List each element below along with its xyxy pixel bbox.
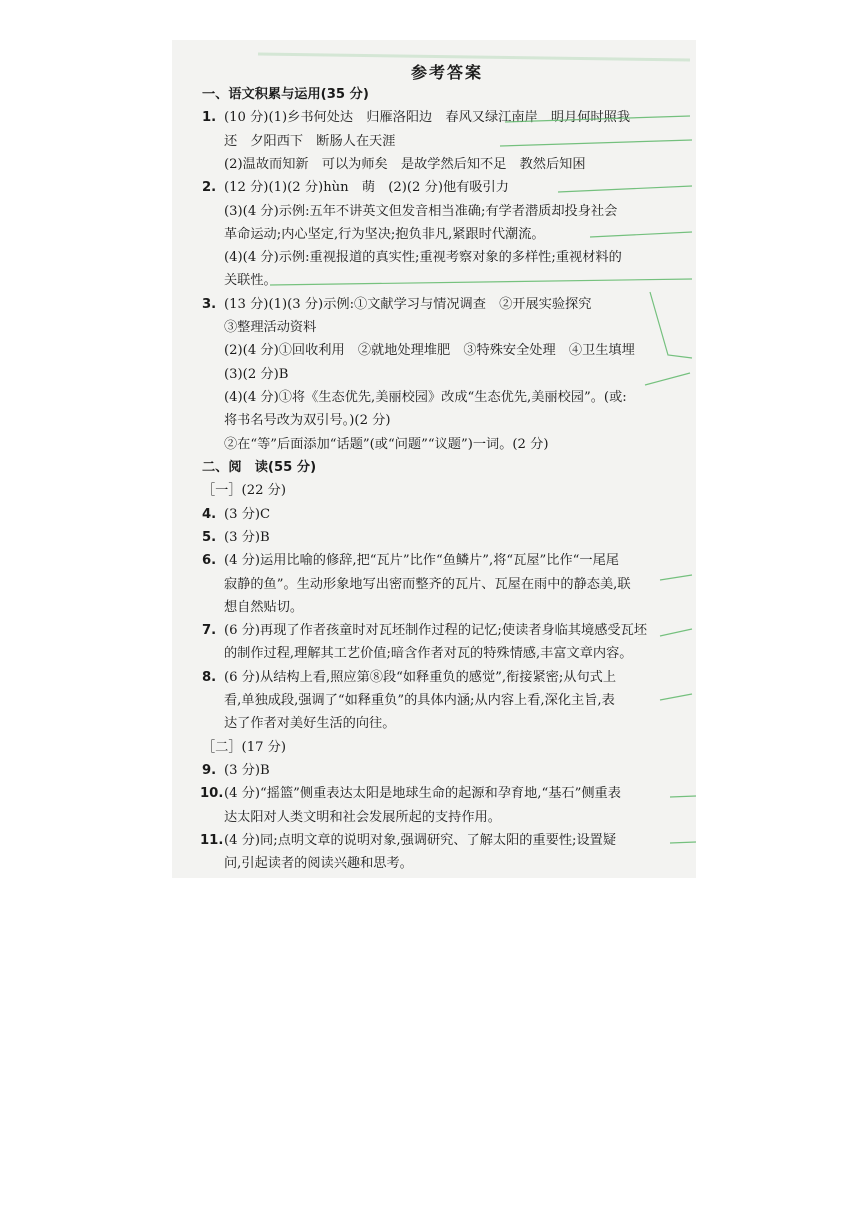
answer-text: (10 分)(1)乡书何处达 归雁洛阳边 春风又绿江南岸 明月何时照我	[224, 110, 631, 125]
question-number: 2.	[202, 180, 217, 195]
answer-text: (4 分)同;点明文章的说明对象,强调研究、了解太阳的重要性;设置疑	[224, 833, 617, 848]
answer-10-line-2: 达太阳对人类文明和社会发展所起的支持作用。	[224, 810, 501, 825]
answer-6-line-2: 寂静的鱼”。生动形象地写出密而整齐的瓦片、瓦屋在雨中的静态美,联	[224, 577, 631, 592]
answer-text: (3 分)B	[224, 530, 270, 545]
answer-text: (13 分)(1)(3 分)示例:①文献学习与情况调查 ②开展实验探究	[224, 297, 592, 312]
answer-10-line-1	[202, 786, 621, 802]
answer-1-line-2: 还 夕阳西下 断肠人在天涯	[224, 134, 396, 149]
answer-2-line-4: (4)(4 分)示例:重视报道的真实性;重视考察对象的多样性;重视材料的	[224, 250, 622, 265]
answer-11-line-1	[202, 833, 616, 849]
answer-text: (3 分)C	[224, 507, 271, 522]
question-number: 8.	[202, 670, 217, 685]
answer-6-line-1	[202, 553, 619, 569]
answer-6-line-3: 想自然贴切。	[224, 600, 304, 615]
answer-3-line-4: (3)(2 分)B	[224, 367, 289, 382]
answer-text: (4 分)“摇篮”侧重表达太阳是地球生命的起源和孕育地,“基石”侧重表	[224, 786, 621, 801]
answer-3-line-1	[202, 297, 591, 313]
answer-4	[202, 507, 270, 523]
answer-2-line-1	[202, 180, 509, 196]
answer-8-line-3: 达了作者对美好生活的向往。	[224, 716, 396, 731]
answer-5	[202, 530, 270, 546]
answer-7-line-2: 的制作过程,理解其工艺价值;暗含作者对瓦的特殊情感,丰富文章内容。	[224, 646, 633, 661]
question-number: 4.	[202, 507, 217, 522]
answer-3-line-3: (2)(4 分)①回收利用 ②就地处理堆肥 ③特殊安全处理 ④卫生填埋	[224, 343, 635, 358]
answer-2-line-2: (3)(4 分)示例:五年不讲英文但发音相当准确;有学者潜质却投身社会	[224, 204, 618, 219]
answer-8-line-2: 看,单独成段,强调了“如释重负”的具体内涵;从内容上看,深化主旨,表	[224, 693, 615, 708]
subsection-heading-1: ［一］(22 分)	[202, 483, 287, 498]
answer-7-line-1	[202, 623, 647, 639]
answer-8-line-1	[202, 670, 616, 686]
question-number: 7.	[202, 623, 217, 638]
answer-3-line-5: (4)(4 分)①将《生态优先,美丽校园》改成“生态优先,美丽校园”。(或:	[224, 390, 627, 405]
answer-11-line-2: 问,引起读者的阅读兴趣和思考。	[224, 856, 413, 871]
answer-text: (6 分)从结构上看,照应第⑧段“如释重负的感觉”,衔接紧密;从句式上	[224, 670, 617, 685]
answer-3-line-7: ②在“等”后面添加“话题”(或“问题”“议题”)一词。(2 分)	[224, 437, 549, 452]
answer-2-line-3: 革命运动;内心坚定,行为坚决;抱负非凡,紧跟时代潮流。	[224, 227, 545, 242]
question-number: 1.	[202, 110, 217, 125]
question-number: 11.	[200, 833, 224, 848]
question-number: 9.	[202, 763, 217, 778]
page-title: 参考答案	[410, 63, 483, 82]
answer-3-line-2: ③整理活动资料	[224, 320, 317, 335]
question-number: 10.	[200, 786, 224, 801]
answer-3-line-6: 将书名号改为双引号。)(2 分)	[224, 413, 391, 428]
section-heading-1: 一、语文积累与运用(35 分)	[202, 87, 369, 102]
answer-9	[202, 763, 270, 779]
question-number: 6.	[202, 553, 217, 568]
section-heading-2: 二、阅 读(55 分)	[202, 460, 317, 475]
answer-text: (6 分)再现了作者孩童时对瓦坯制作过程的记忆;使读者身临其境感受瓦坯	[224, 623, 647, 638]
question-number: 3.	[202, 297, 217, 312]
answer-text: (4 分)运用比喻的修辞,把“瓦片”比作“鱼鳞片”,将“瓦屋”比作“一尾尾	[224, 553, 619, 568]
subsection-heading-2: ［二］(17 分)	[202, 740, 287, 755]
answer-2-line-5: 关联性。	[224, 273, 277, 288]
answer-1-line-1	[202, 110, 630, 126]
answer-text: (12 分)(1)(2 分)hùn 萌 (2)(2 分)他有吸引力	[224, 180, 509, 195]
answer-text: (3 分)B	[224, 763, 270, 778]
question-number: 5.	[202, 530, 217, 545]
answer-1-line-3: (2)温故而知新 可以为师矣 是故学然后知不足 教然后知困	[224, 157, 586, 172]
answer-sheet	[172, 40, 696, 878]
